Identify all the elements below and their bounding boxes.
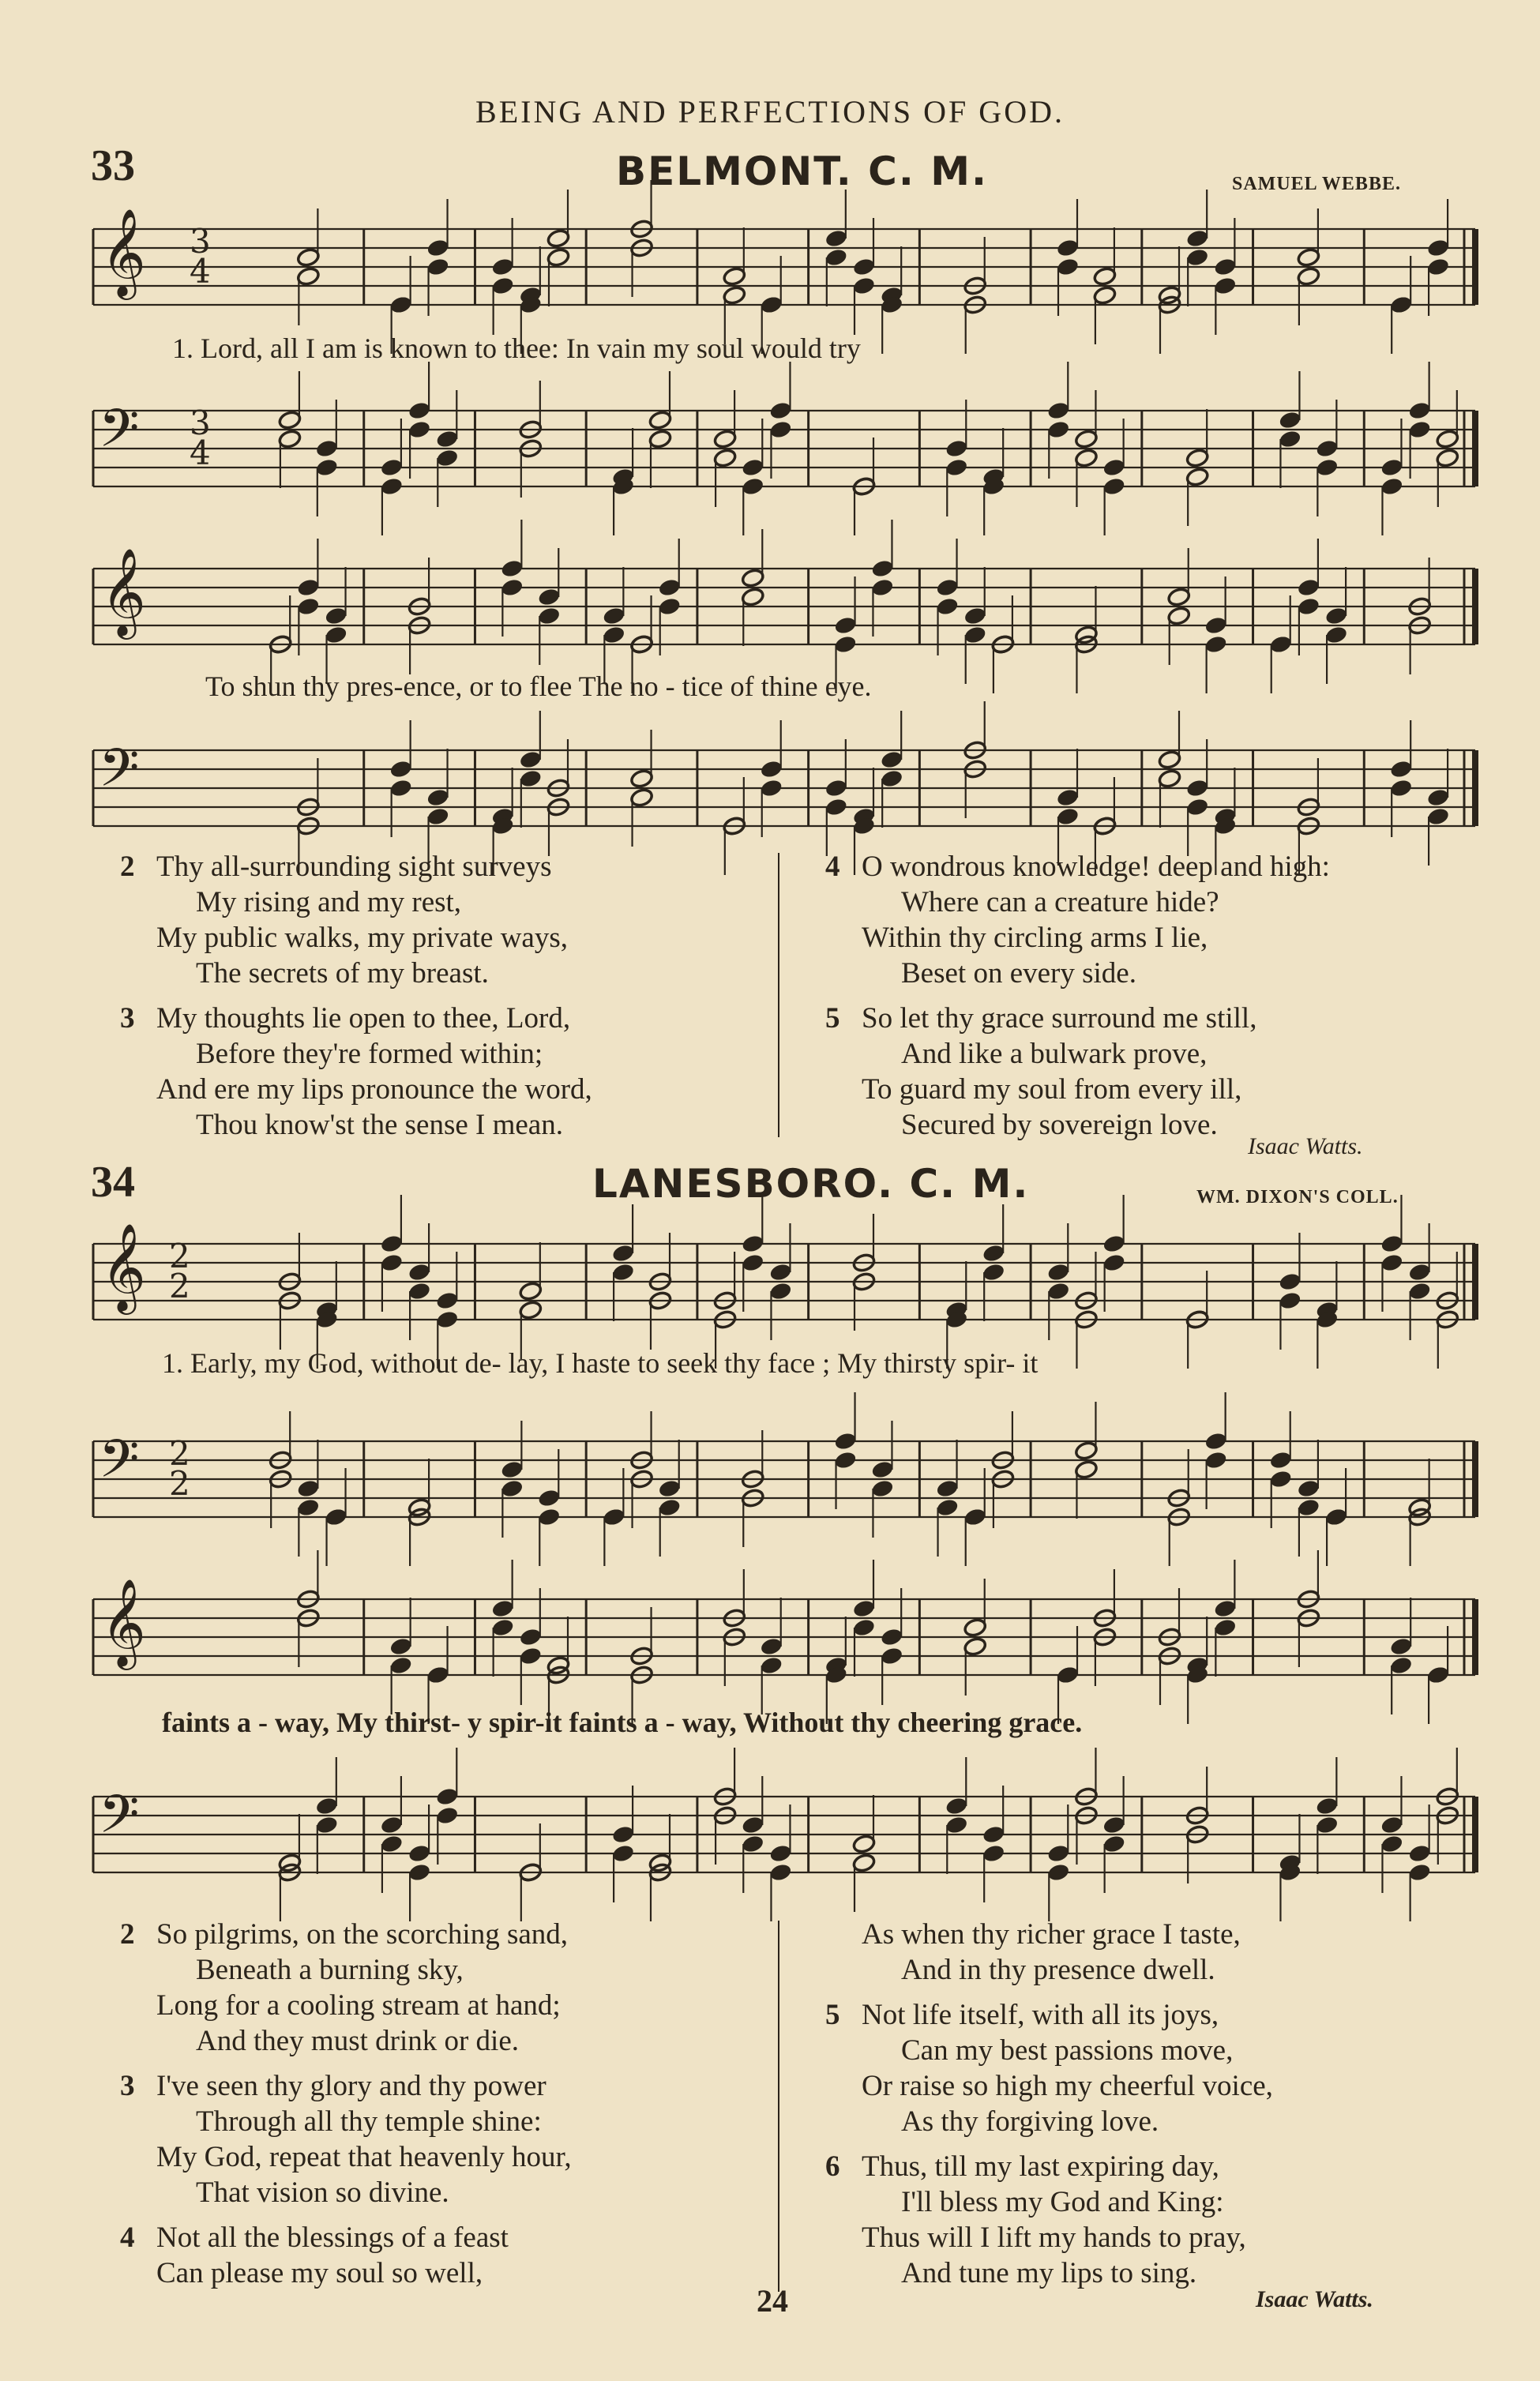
hymn-34-composer: WM. DIXON'S COLL. (1196, 1187, 1399, 1207)
verse-4-continued: As when thy richer grace I taste, And in thy presence dwell. (862, 1918, 1241, 1986)
svg-text:2: 2 (169, 1464, 190, 1503)
treble-clef-icon: 𝄞 (101, 547, 146, 636)
svg-text:2: 2 (169, 1237, 190, 1275)
verse-divider (778, 1921, 779, 2292)
hymn-34-lyrics-line2: faints a - way, My thirst- y spir-it faints a - way, Without thy cheering grace. (162, 1707, 1083, 1738)
time-sig-top: 3 (190, 222, 211, 261)
hymn-33-system2-treble-staff (0, 547, 1540, 663)
svg-text:2: 2 (169, 1434, 190, 1473)
svg-text:2: 2 (169, 1267, 190, 1305)
verse-4: 4 Not all the blessings of a feast Can please my soul so well, (120, 2221, 509, 2289)
hymn-33-system1-treble-staff (0, 208, 1540, 324)
hymn-34-verses-right (825, 1917, 1273, 2291)
verse-3: 3 I've seen thy glory and thy power Through all thy temple shine: My God, repeat that heavenly hour, That vision so divine. (120, 2070, 572, 2209)
bass-clef-icon: 𝄢 (99, 398, 140, 471)
bass-clef-icon: 𝄢 (99, 738, 140, 811)
hymn-34-system2-bass-staff (0, 1781, 1540, 1891)
treble-clef-icon: 𝄞 (101, 208, 146, 296)
hymn-33-verses-right (825, 849, 1330, 1143)
page-number: 24 (757, 2283, 788, 2319)
treble-clef-icon: 𝄞 (101, 1222, 146, 1311)
hymn-34-system1-treble-staff (0, 1222, 1540, 1339)
verse-4: 4 O wondrous knowledge! deep and high: Where can a creature hide? Within thy circling arms I lie, Beset on every side. (825, 851, 1330, 990)
hymn-33-number: 33 (91, 141, 135, 190)
verse-divider (778, 853, 779, 1137)
hymn-33-lyrics-line2: To shun thy pres-ence, or to flee The no - tice of thine eye. (205, 670, 872, 702)
hymn-33-system2-bass-staff (0, 734, 1540, 845)
bass-clef-icon: 𝄢 (99, 1429, 140, 1502)
hymn-33-author: Isaac Watts. (1248, 1133, 1363, 1159)
verse-2: 2 So pilgrims, on the scorching sand, Beneath a burning sky, Long for a cooling stream at hand; And they must drink or die. (120, 1918, 569, 2057)
hymn-33-verses-left (120, 849, 592, 1143)
verse-6: 6 Thus, till my last expiring day, I'll bless my God and King: Thus will I lift my hands to pray, And tune my lips to sing. (825, 2150, 1246, 2289)
hymn-33-composer: SAMUEL WEBBE. (1232, 174, 1401, 194)
svg-text:3: 3 (190, 404, 211, 442)
svg-text:4: 4 (190, 434, 211, 472)
bass-clef-icon: 𝄢 (99, 1784, 140, 1857)
verse-2: 2 Thy all-surrounding sight surveys My rising and my rest, My public walks, my private ways, The secrets of my breast. (120, 851, 568, 990)
verse-3: 3 My thoughts lie open to thee, Lord, Before they're formed within; And ere my lips pronounce the word, Thou know'st the sense I mean. (120, 1002, 592, 1141)
hymn-33-system1-bass-staff (0, 395, 1540, 505)
hymn-34-verses-left (120, 1917, 572, 2291)
hymn-34-author: Isaac Watts. (1256, 2286, 1373, 2312)
hymn-34-title: LANESBORO. C. M. (592, 1161, 1030, 1207)
hymn-34-system1-bass-staff (0, 1425, 1540, 1536)
hymn-33-lyrics-line1: 1. Lord, all I am is known to thee: In vain my soul would try (172, 332, 861, 364)
running-head: BEING AND PERFECTIONS OF GOD. (475, 94, 1065, 130)
svg-text:4: 4 (190, 252, 211, 291)
treble-clef-icon: 𝄞 (101, 1578, 146, 1666)
hymn-34-system2-treble-staff (0, 1578, 1540, 1694)
verse-5: 5 So let thy grace surround me still, And like a bulwark prove, To guard my soul from every ill, Secured by sovereign love. (825, 1002, 1257, 1141)
hymn-34-number: 34 (91, 1158, 135, 1207)
verse-5: 5 Not life itself, with all its joys, Can my best passions move, Or raise so high my cheerful voice, As thy forgiving love. (825, 1999, 1273, 2138)
hymn-33-title: BELMONT. C. M. (616, 148, 988, 194)
hymn-34-lyrics-line1: 1. Early, my God, without de- lay, I haste to seek thy face ; My thirsty spir- it (162, 1347, 1039, 1379)
